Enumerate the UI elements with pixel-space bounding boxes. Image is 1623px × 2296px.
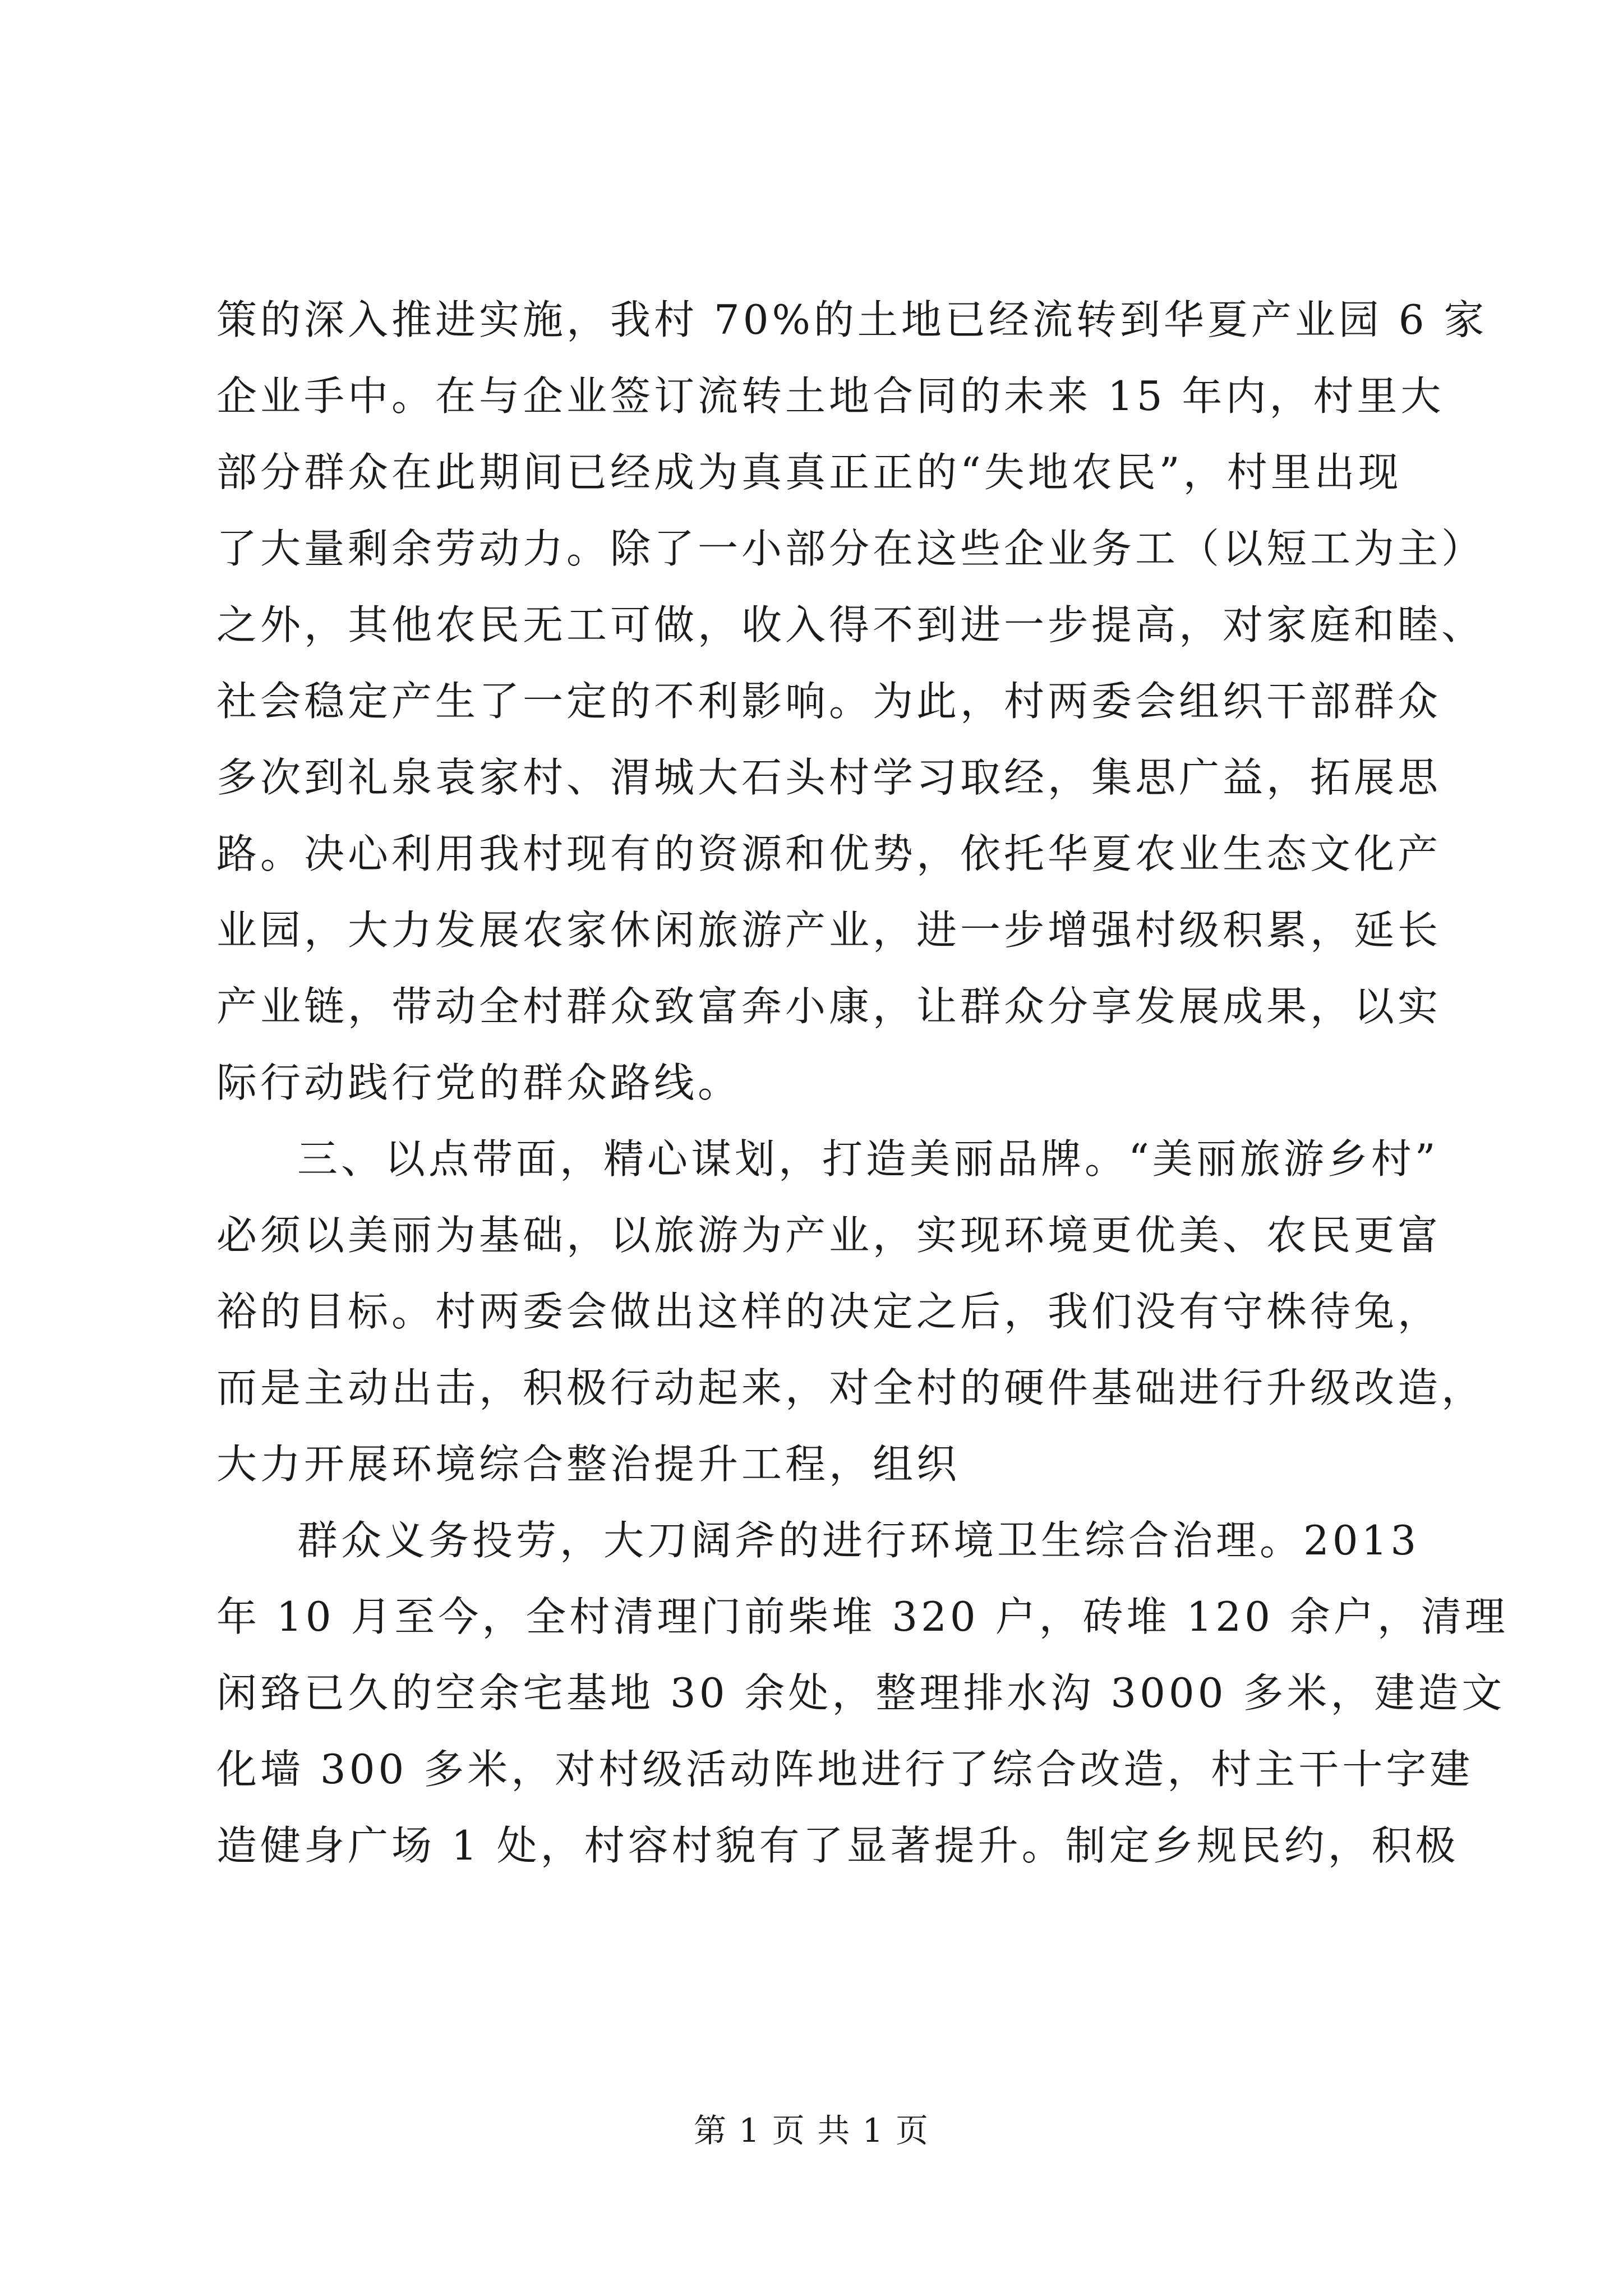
text-line: 化墙 300 多米，对村级活动阵地进行了综合改造，村主干十字建 bbox=[216, 1746, 1474, 1793]
text-line: 闲臵已久的空余宅基地 30 余处，整理排水沟 3000 多米，建造文 bbox=[216, 1669, 1506, 1717]
section-heading-line: 三、以点带面，精心谋划，打造美丽品牌。“美丽旅游乡村” bbox=[297, 1135, 1439, 1182]
text-line: 裕的目标。村两委会做出这样的决定之后，我们没有守株待兔， bbox=[216, 1288, 1442, 1335]
text-line: 了大量剩余劳动力。除了一小部分在这些企业务工（以短工为主） bbox=[216, 525, 1486, 572]
text-line: 部分群众在此期间已经成为真真正正的“失地农民”，村里出现 bbox=[216, 449, 1402, 496]
text-line: 业园，大力发展农家休闲旅游产业，进一步增强村级积累，延长 bbox=[216, 907, 1442, 954]
page-footer: 第 1 页 共 1 页 bbox=[694, 2111, 929, 2150]
paragraph-start-line: 群众义务投劳，大刀阔斧的进行环境卫生综合治理。2013 bbox=[297, 1517, 1420, 1564]
text-line: 多次到礼泉袁家村、渭城大石头村学习取经，集思广益，拓展思 bbox=[216, 754, 1442, 801]
text-line: 大力开展环境综合整治提升工程，组织 bbox=[216, 1441, 961, 1488]
text-line: 企业手中。在与企业签订流转土地合同的未来 15 年内，村里大 bbox=[216, 372, 1445, 420]
text-line: 策的深入推进实施，我村 70%的土地已经流转到华夏产业园 6 家 bbox=[216, 296, 1488, 343]
text-line: 路。决心利用我村现有的资源和优势，依托华夏农业生态文化产 bbox=[216, 830, 1442, 877]
text-line: 必须以美丽为基础，以旅游为产业，实现环境更优美、农民更富 bbox=[216, 1212, 1442, 1259]
text-line: 年 10 月至今，全村清理门前柴堆 320 户，砖堆 120 余户，清理 bbox=[216, 1593, 1509, 1640]
text-line: 社会稳定产生了一定的不利影响。为此，村两委会组织干部群众 bbox=[216, 678, 1442, 725]
text-line: 产业链，带动全村群众致富奔小康，让群众分享发展成果，以实 bbox=[216, 983, 1442, 1030]
text-line: 际行动践行党的群众路线。 bbox=[216, 1059, 742, 1106]
text-line: 之外，其他农民无工可做，收入得不到进一步提高，对家庭和睦、 bbox=[216, 601, 1486, 648]
text-line: 造健身广场 1 处，村容村貌有了显著提升。制定乡规民约，积极 bbox=[216, 1822, 1459, 1869]
text-line: 而是主动出击，积极行动起来，对全村的硬件基础进行升级改造， bbox=[216, 1364, 1486, 1411]
